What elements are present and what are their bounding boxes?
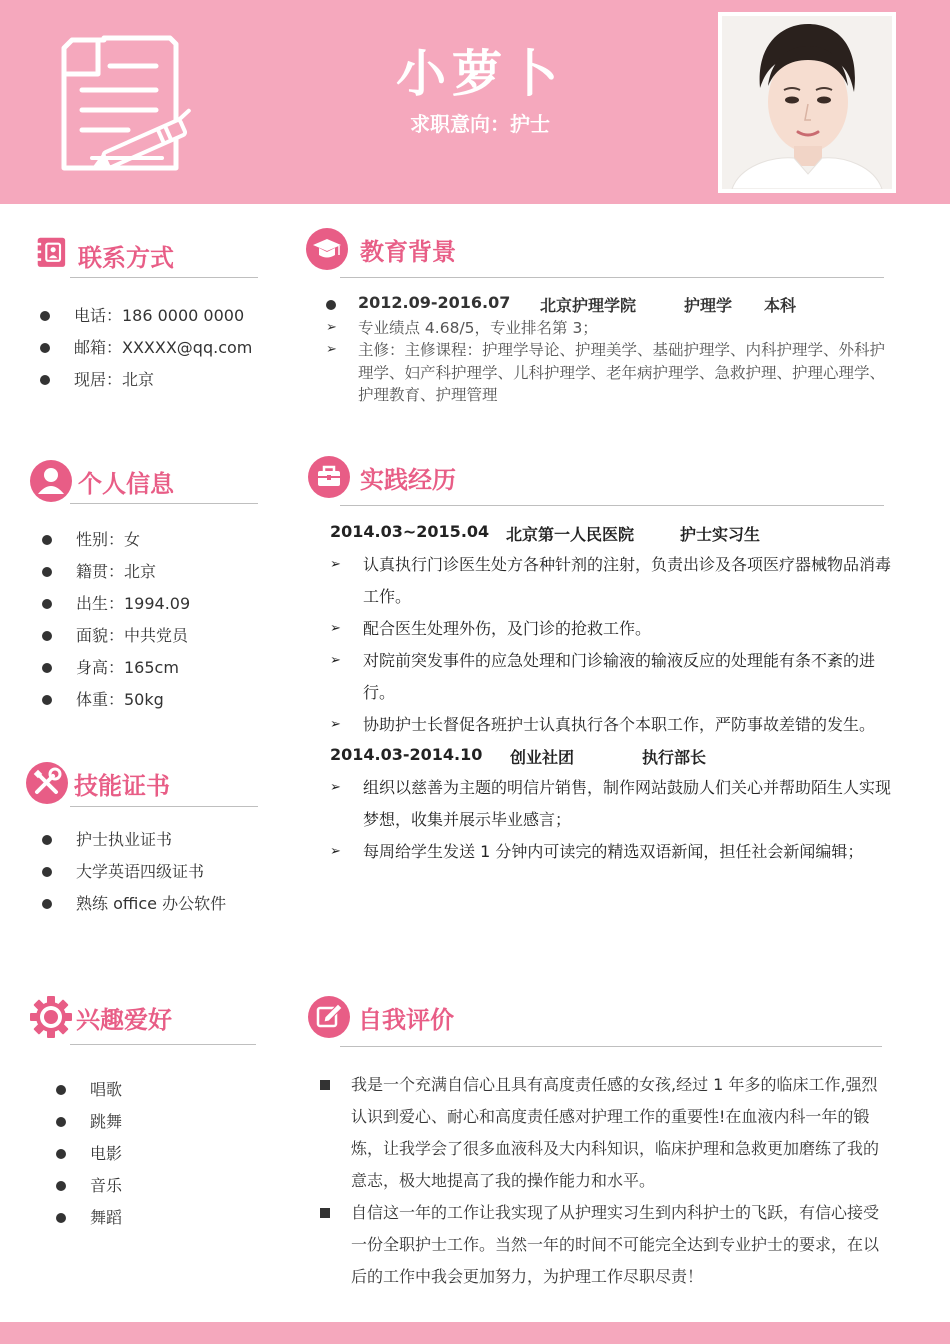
bullet-icon (40, 343, 50, 353)
education-detail-item: ➢ 主修：主修课程：护理学导论、护理美学、基础护理学、内科护理学、外科护理学、妇产科护理学、儿科护理学、老年病护理学、急救护理、护理心理学、护理教育、护理管理 (326, 341, 886, 404)
list-item: 体重：50kg (42, 684, 190, 716)
self-eval-item: 自信这一年的工作让我实现了从护理实习生到内科护士的飞跃，有信心接受一份全职护士工作。当然一年的时间不可能完全达到专业护士的要求，在以后的工作中我会更加努力，为护理工作尽职尽责！ (318, 1197, 884, 1293)
personal-divider (70, 503, 258, 504)
hobbies-list (56, 1074, 122, 1234)
self-eval-title: 自我评价 (358, 1006, 454, 1034)
bullet-icon (326, 300, 336, 310)
education-major: 护理学 (684, 296, 733, 315)
bullet-icon (42, 631, 52, 641)
education-summary-row (326, 293, 886, 317)
arrow-bullet-icon: ➢ (330, 717, 341, 732)
list-item: 熟练 office 办公软件 (42, 888, 226, 920)
skills-title: 技能证书 (74, 772, 170, 800)
list-item: 籍贯：北京 (42, 556, 190, 588)
list-item: 跳舞 (56, 1106, 122, 1138)
arrow-bullet-icon: ➢ (326, 342, 337, 357)
job-role: 护士实习生 (680, 525, 761, 544)
education-period: 2012.09-2016.07 (358, 293, 511, 312)
bullet-icon (42, 663, 52, 673)
contact-title: 联系方式 (78, 244, 174, 272)
header-banner (0, 0, 950, 204)
bullet-icon (40, 375, 50, 385)
square-bullet-icon (320, 1080, 330, 1090)
list-item: 舞蹈 (56, 1202, 122, 1234)
photo-frame (718, 12, 896, 193)
contact-divider (70, 277, 258, 278)
bullet-icon (42, 535, 52, 545)
job-header (330, 745, 890, 767)
bullet-icon (56, 1213, 66, 1223)
hobbies-divider (70, 1044, 256, 1045)
bullet-icon (40, 311, 50, 321)
bullet-icon (42, 695, 52, 705)
user-icon (30, 460, 72, 502)
job-duty-item: ➢ 认真执行门诊医生处方各种针剂的注射，负责出诊及各项医疗器械物品消毒工作。 (330, 549, 892, 613)
document-with-pen-icon (58, 34, 206, 174)
job-org: 创业社团 (510, 748, 575, 767)
briefcase-icon (308, 456, 350, 498)
arrow-bullet-icon: ➢ (326, 320, 337, 335)
arrow-bullet-icon: ➢ (330, 653, 341, 668)
job-org: 北京第一人民医院 (506, 525, 635, 544)
gear-icon (30, 996, 72, 1038)
portrait-photo (722, 16, 892, 189)
tools-icon (26, 762, 68, 804)
bullet-icon (42, 835, 52, 845)
job-duty-item: ➢ 组织以慈善为主题的明信片销售，制作网站鼓励人们关心并帮助陌生人实现梦想，收集并展示毕业感言； (330, 772, 892, 836)
list-item: 身高：165cm (42, 652, 190, 684)
list-item: 邮箱：XXXXX@qq.com (40, 332, 252, 364)
list-item: 性别：女 (42, 524, 190, 556)
skills-divider (70, 806, 258, 807)
list-item: 护士执业证书 (42, 824, 226, 856)
skills-list (42, 824, 226, 920)
arrow-bullet-icon: ➢ (330, 621, 341, 636)
education-school: 北京护理学院 (540, 296, 637, 315)
job-duty-item: ➢ 每周给学生发送 1 分钟内可读完的精选双语新闻，担任社会新闻编辑； (330, 836, 892, 868)
graduation-cap-icon (306, 228, 348, 270)
arrow-bullet-icon: ➢ (330, 844, 341, 859)
address-book-icon (36, 236, 72, 272)
bullet-icon (42, 867, 52, 877)
edit-pencil-icon (308, 996, 350, 1038)
self-eval-divider (340, 1046, 882, 1047)
bullet-icon (42, 899, 52, 909)
list-item: 音乐 (56, 1170, 122, 1202)
personal-list (42, 524, 190, 716)
bullet-icon (56, 1181, 66, 1191)
job-period: 2014.03-2014.10 (330, 745, 483, 764)
square-bullet-icon (320, 1208, 330, 1218)
list-item: 出生：1994.09 (42, 588, 190, 620)
bullet-icon (42, 599, 52, 609)
contact-list (40, 300, 252, 396)
bullet-icon (56, 1149, 66, 1159)
list-item: 唱歌 (56, 1074, 122, 1106)
list-item: 大学英语四级证书 (42, 856, 226, 888)
job-intent: 求职意向：护士 (410, 112, 550, 136)
list-item: 现居：北京 (40, 364, 252, 396)
arrow-bullet-icon: ➢ (330, 780, 341, 795)
list-item: 电影 (56, 1138, 122, 1170)
candidate-name: 小萝卜 (396, 45, 564, 103)
education-title: 教育背景 (360, 238, 456, 266)
education-divider (340, 277, 884, 278)
job-duty-item: ➢ 对院前突发事件的应急处理和门诊输液的输液反应的处理能有条不紊的进行。 (330, 645, 892, 709)
experience-divider (340, 505, 884, 506)
hobbies-title: 兴趣爱好 (76, 1006, 172, 1034)
list-item: 电话：186 0000 0000 (40, 300, 252, 332)
self-eval-item: 我是一个充满自信心且具有高度责任感的女孩,经过 1 年多的临床工作,强烈认识到爱心、耐心和高度责任感对护理工作的重要性!在血液内科一年的锻炼，让我学会了很多血液科及大内科知识，临床护理和急救更加磨练了我的意志，极大地提高了我的操作能力和水平。 (318, 1069, 884, 1197)
bullet-icon (56, 1085, 66, 1095)
bullet-icon (56, 1117, 66, 1127)
arrow-bullet-icon: ➢ (330, 557, 341, 572)
personal-title: 个人信息 (78, 470, 174, 498)
job-role: 执行部长 (642, 748, 707, 767)
job-duty-item: ➢ 配合医生处理外伤，及门诊的抢救工作。 (330, 613, 892, 645)
job-period: 2014.03~2015.04 (330, 522, 490, 541)
list-item: 面貌：中共党员 (42, 620, 190, 652)
experience-title: 实践经历 (360, 466, 456, 494)
education-degree: 本科 (764, 296, 797, 315)
job-header (330, 522, 890, 544)
job-duty-item: ➢ 协助护士长督促各班护士认真执行各个本职工作，严防事故差错的发生。 (330, 709, 892, 741)
bullet-icon (42, 567, 52, 577)
education-detail-item: ➢ 专业绩点 4.68/5，专业排名第 3； (326, 317, 886, 340)
footer-bar (0, 1322, 950, 1344)
